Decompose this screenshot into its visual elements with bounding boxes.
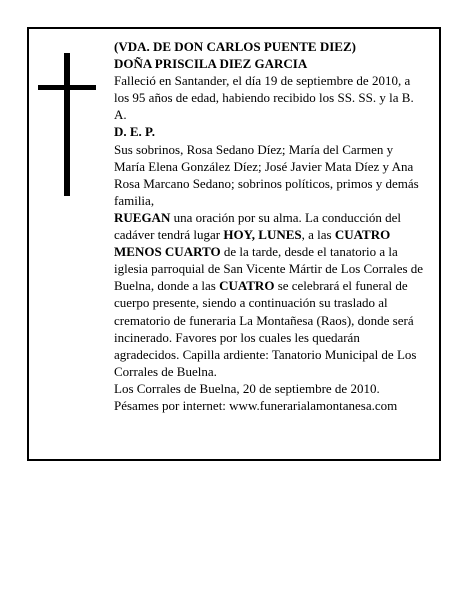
family-paragraph: Sus sobrinos, Rosa Sedano Díez; María del Carmen y María Elena González Díez; José Javier Mata Díez y Ana Rosa Marcano Sedano; sobrinos políticos, primos y demás familia, [114,141,419,208]
condolences-line: Pésames por internet: www.funerarialamontanesa.com [114,397,398,413]
obituary-text [114,38,424,414]
dep-line: D. E. P. [114,124,156,140]
place-date: Los Corrales de Buelna, 20 de septiembre de 2010. [114,380,380,396]
cross-icon [64,53,70,196]
time-text: CUATRO MENOS CUARTO [114,227,391,260]
ceremony-paragraph [114,209,424,380]
cross-icon-crossbar [38,85,96,90]
ruegan-text: RUEGAN [114,209,171,225]
deceased-name: DOÑA PRISCILA DIEZ GARCIA [114,56,308,72]
hoy-lunes-text: HOY, LUNES [223,227,302,243]
body-text-2: , a las [301,227,335,243]
widow-line: (VDA. DE DON CARLOS PUENTE DIEZ) [114,39,356,54]
body-text-3: de la tarde, desde el tanatorio a la iglesia parroquial de San Vicente Mártir de Los Corrales de Buelna, donde a las [114,244,424,294]
funeral-time-text: CUATRO [219,278,275,294]
death-notice: Falleció en Santander, el día 19 de septiembre de 2010, a los 95 años de edad, habiendo recibido los SS. SS. y la B. A. [114,73,414,123]
body-text-4: se celebrará el funeral de cuerpo presente, siendo a continuación su traslado al crematorio de funeraria La Montañesa (Raos), donde será incinerado. Favores por los cuales les quedarán agradecidos. Capilla ardiente: Tanatorio Municipal de Los Corrales de Buelna. [114,278,417,379]
body-text-1: una oración por su alma. La conducción del cadáver tendrá lugar [114,209,402,243]
